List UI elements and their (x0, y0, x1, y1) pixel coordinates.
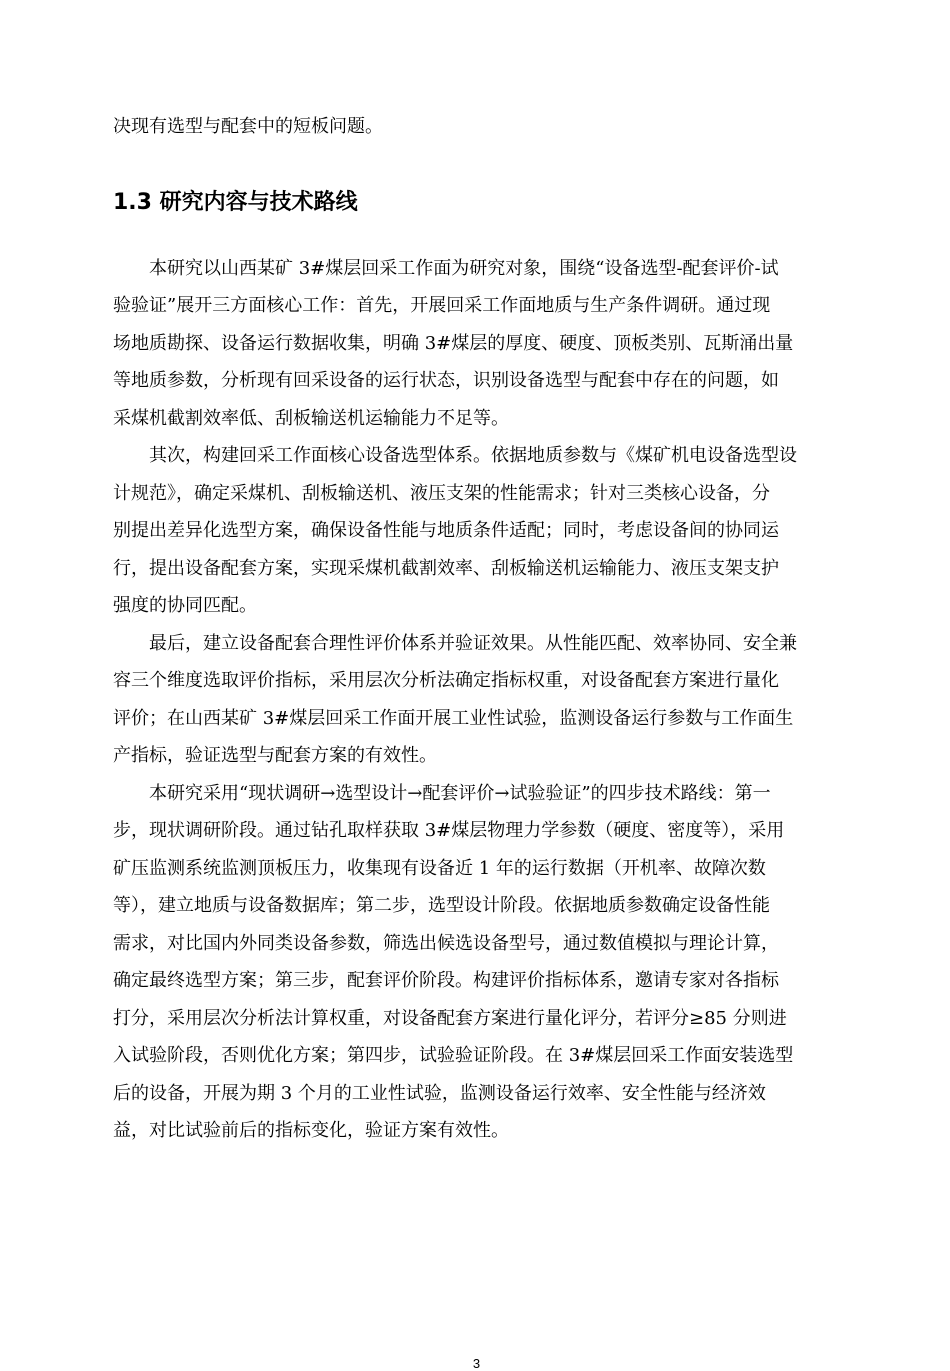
paragraph-line: 打分，采用层次分析法计算权重，对设备配套方案进行量化评分，若评分≥85 分则进 (113, 1007, 787, 1029)
paragraph-line: 等地质参数，分析现有回采设备的运行状态，识别设备选型与配套中存在的问题，如 (113, 370, 779, 391)
paragraph-line: 别提出差异化选型方案，确保设备性能与地质条件适配；同时，考虑设备间的协同运 (113, 520, 779, 541)
paragraph-line: 需求，对比国内外同类设备参数，筛选出候选设备型号，通过数值模拟与理论计算， (113, 932, 779, 954)
lead-line: 决现有选型与配套中的短板问题。 (113, 116, 383, 137)
paragraph-line: 入试验阶段，否则优化方案；第四步，试验验证阶段。在 3#煤层回采工作面安装选型 (113, 1045, 794, 1066)
paragraph-line: 验验证”展开三方面核心工作：首先，开展回采工作面地质与生产条件调研。通过现 (113, 295, 771, 316)
document-page (113, 108, 840, 1371)
paragraph-research-object (113, 250, 840, 438)
paragraph-evaluation-system (113, 625, 840, 775)
paragraph-line: 最后，建立设备配套合理性评价体系并验证效果。从性能匹配、效率协同、安全兼 (149, 632, 797, 654)
paragraph-line: 采煤机截割效率低、刮板输送机运输能力不足等。 (113, 407, 509, 429)
paragraph-line: 容三个维度选取评价指标，采用层次分析法确定指标权重，对设备配套方案进行量化 (113, 670, 779, 691)
section-heading: 1.3 研究内容与技术路线 (113, 189, 358, 215)
paragraph-line: 矿压监测系统监测顶板压力，收集现有设备近 1 年的运行数据（开机率、故障次数 (113, 857, 766, 879)
paragraph-line: 强度的协同匹配。 (113, 595, 257, 616)
paragraph-line: 场地质勘探、设备运行数据收集，明确 3#煤层的厚度、硬度、顶板类别、瓦斯涌出量 (113, 332, 794, 354)
paragraph-selection-system (113, 437, 840, 625)
paragraph-line: 等），建立地质与设备数据库；第二步，选型设计阶段。依据地质参数确定设备性能 (113, 895, 770, 916)
paragraph-line: 其次，构建回采工作面核心设备选型体系。依据地质参数与《煤矿机电设备选型设 (149, 445, 797, 466)
paragraph-line: 计规范》，确定采煤机、刮板输送机、液压支架的性能需求；针对三类核心设备，分 (113, 482, 770, 504)
paragraph-line: 本研究采用“现状调研→选型设计→配套评价→试验验证”的四步技术路线：第一 (149, 782, 771, 804)
paragraph-line: 评价；在山西某矿 3#煤层回采工作面开展工业性试验，监测设备运行参数与工作面生 (113, 707, 794, 729)
paragraph-line: 确定最终选型方案；第三步，配套评价阶段。构建评价指标体系，邀请专家对各指标 (113, 970, 779, 991)
paragraph-line: 益，对比试验前后的指标变化，验证方案有效性。 (113, 1120, 509, 1141)
page-number: 3 (472, 1356, 481, 1371)
paragraph-line: 步，现状调研阶段。通过钻孔取样获取 3#煤层物理力学参数（硬度、密度等），采用 (113, 820, 785, 841)
paragraph-line: 行，提出设备配套方案，实现采煤机截割效率、刮板输送机运输能力、液压支架支护 (113, 557, 779, 579)
paragraph-line: 本研究以山西某矿 3#煤层回采工作面为研究对象，围绕“设备选型-配套评价-试 (149, 257, 779, 279)
paragraph-line: 后的设备，开展为期 3 个月的工业性试验，监测设备运行效率、安全性能与经济效 (113, 1082, 766, 1104)
paragraph-line: 产指标，验证选型与配套方案的有效性。 (113, 745, 437, 766)
paragraph-technical-route (113, 775, 840, 1150)
